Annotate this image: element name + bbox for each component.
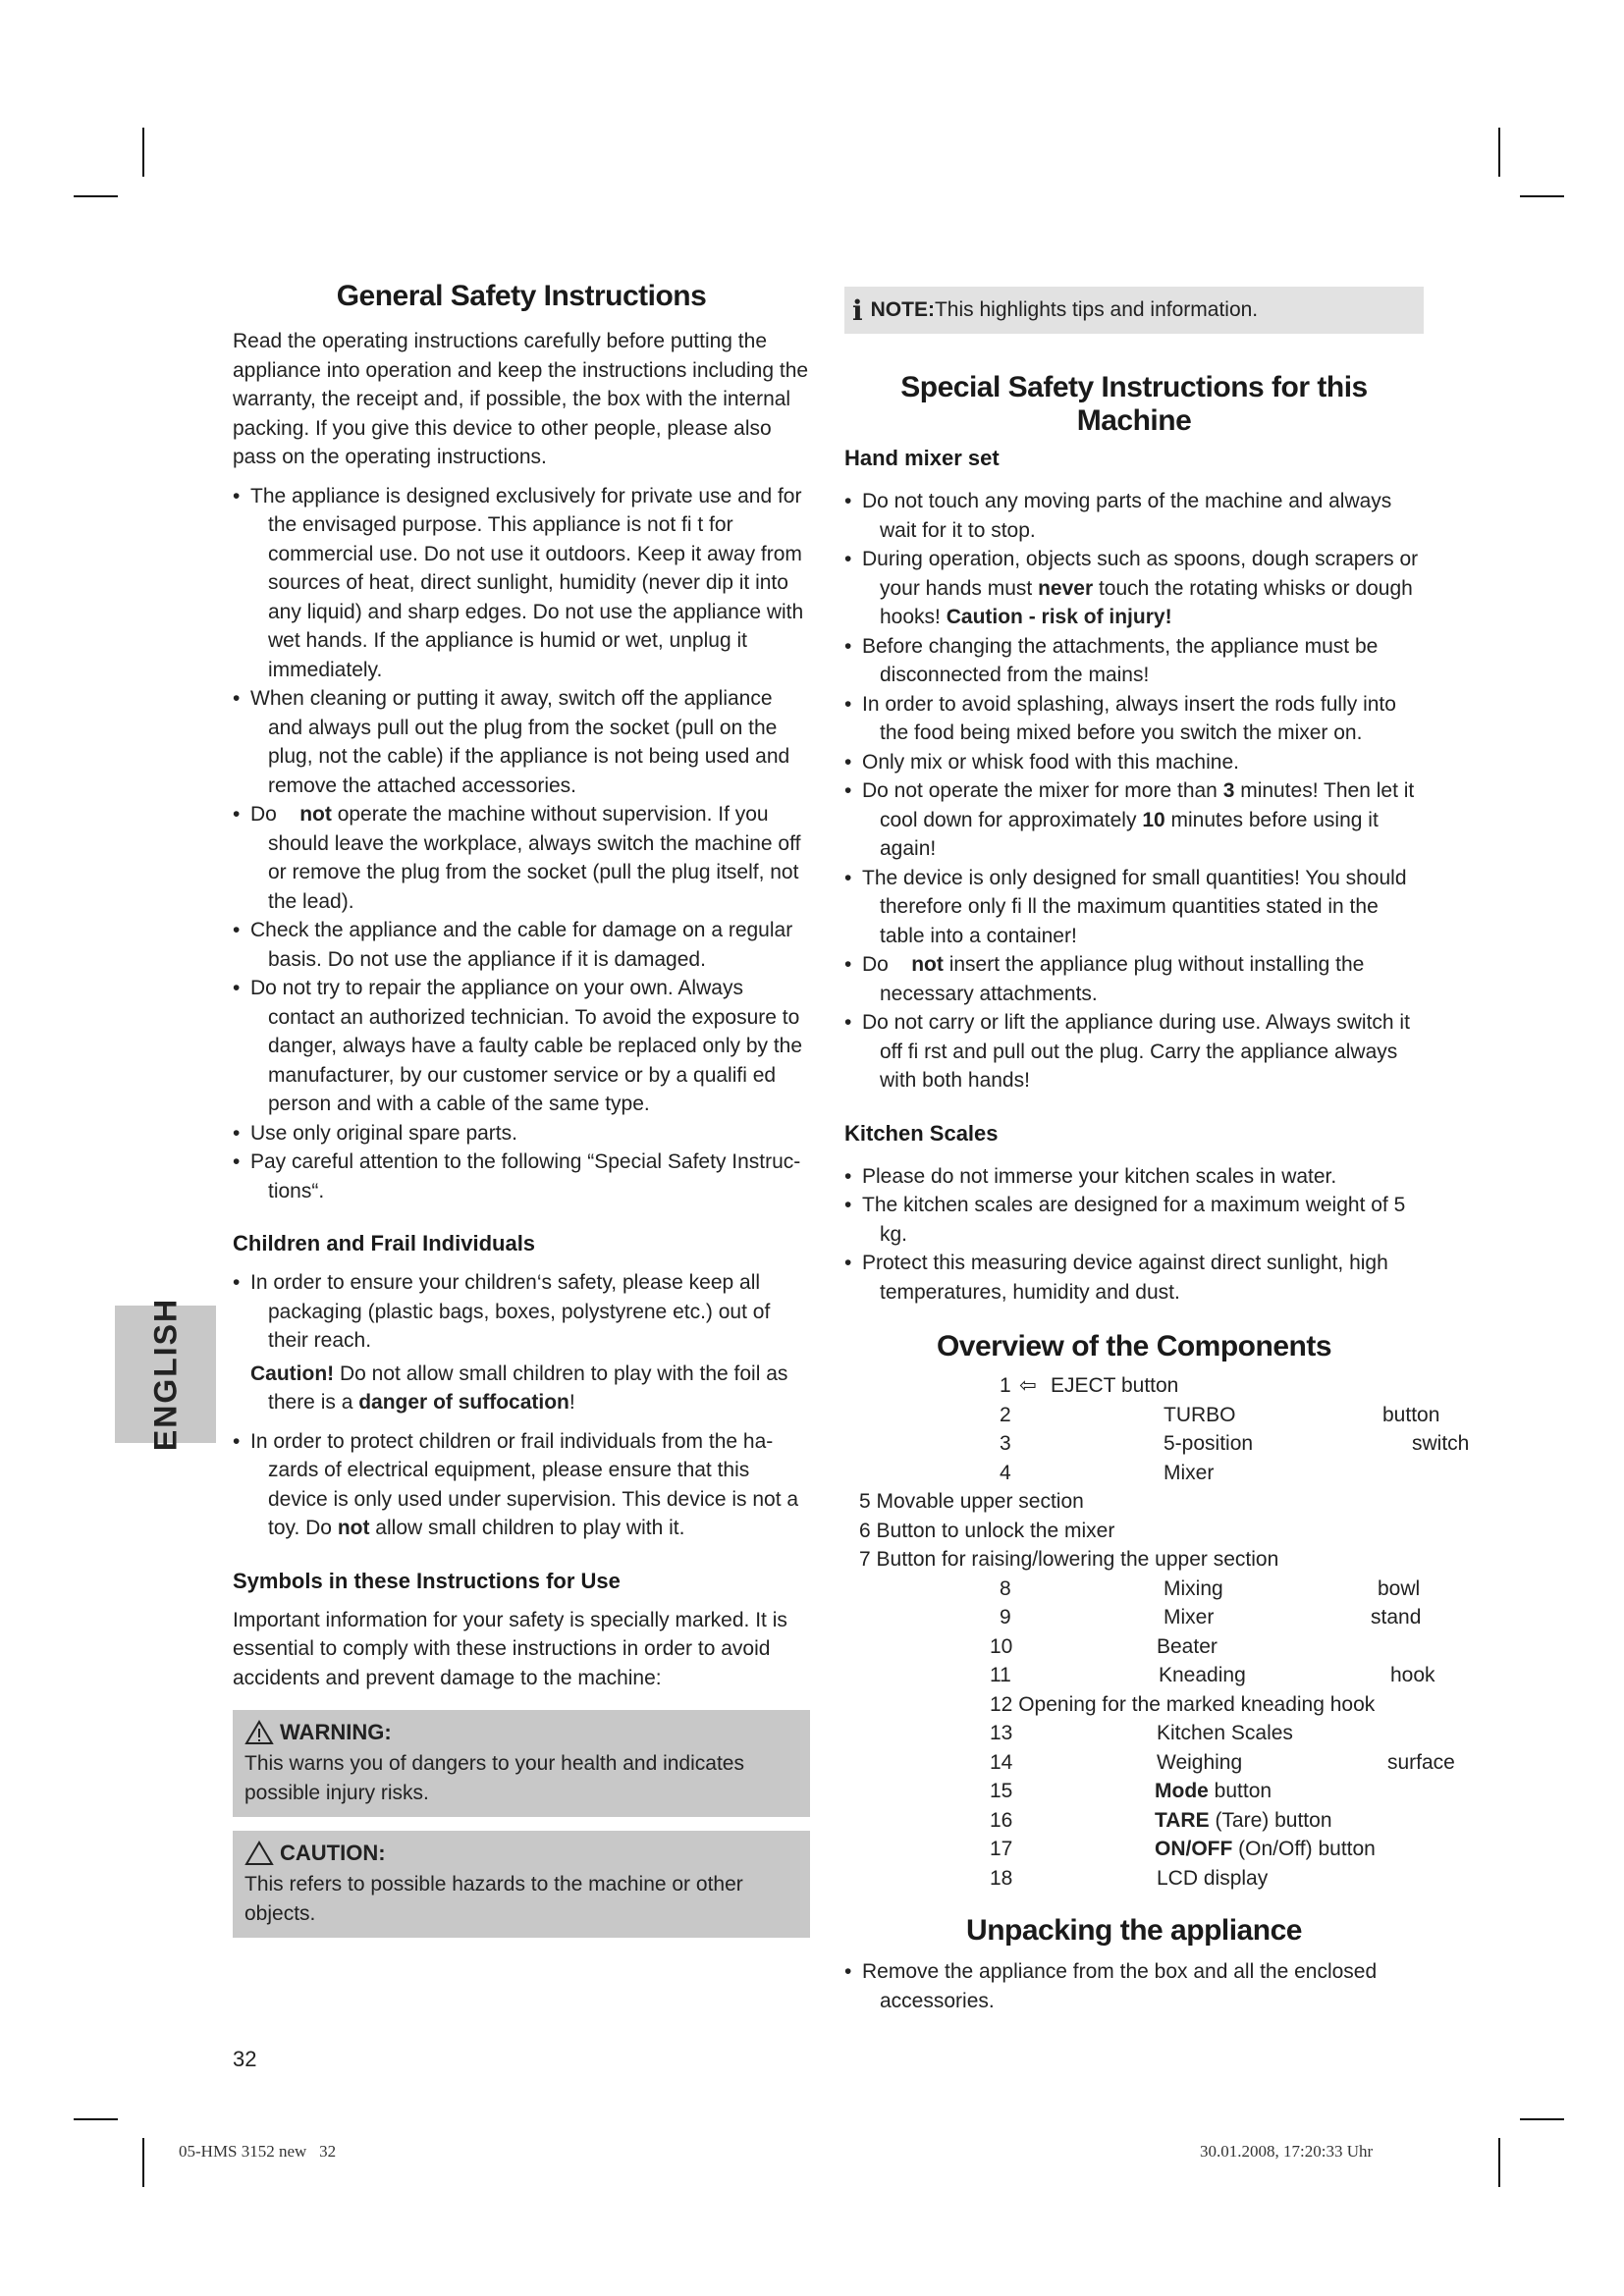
language-tab <box>115 1297 216 1452</box>
caution-title: CAUTION: <box>280 1841 386 1865</box>
component-label: surface <box>1387 1750 1455 1774</box>
word-never: never <box>1038 576 1094 600</box>
component-label: EJECT button <box>1051 1374 1179 1397</box>
component-label: Kitchen Scales <box>1157 1722 1293 1744</box>
note-label: NOTE: <box>870 298 935 321</box>
component-row <box>844 1517 1424 1546</box>
list-item: • In order to ensure your children‘s safety, please keep all packaging (plastic bags, boxes, polystyrene etc.) out of their reach. <box>233 1268 810 1356</box>
overview-title: Overview of the Components <box>936 1330 1332 1362</box>
warning-heading <box>244 1720 798 1745</box>
scales-list <box>844 1162 1424 1308</box>
right-column <box>844 287 1470 2015</box>
crop-mark <box>1520 2118 1564 2120</box>
component-row <box>844 1575 1424 1604</box>
caution-heading <box>244 1841 798 1866</box>
component-label: Weighing <box>1157 1750 1243 1774</box>
component-label: stand <box>1371 1606 1422 1629</box>
component-number: 4 <box>1000 1461 1011 1484</box>
list-item: • The kitchen scales are designed for a maximum weight of 5 kg. <box>844 1191 1424 1249</box>
list-item: • Do not try to repair the appliance on your own. Always contact an authorized technician. To avoid the exposure to danger, always have a faulty cable be replaced only by the manufacturer, by our customer service or by a qualifi ed person and with a cable of the same type. <box>233 974 810 1119</box>
list-item: • Protect this measuring device against direct sunlight, high temperatures, humidity and dust. <box>844 1249 1424 1307</box>
caution-note <box>233 1360 810 1417</box>
caution-label: Caution! <box>250 1362 335 1385</box>
caution-box-text: This refers to possible hazards to the machine or other objects. <box>244 1873 743 1925</box>
language-label: ENGLISH <box>147 1297 183 1452</box>
word-do: Do <box>862 953 889 976</box>
component-label-bold: ON/OFF <box>1155 1838 1233 1860</box>
component-label: TURBO <box>1164 1403 1236 1426</box>
safety-list <box>233 482 810 1206</box>
component-label: LCD display <box>1157 1866 1269 1890</box>
list-item: • When cleaning or putting it away, switch off the appliance and always pull out the plug from the socket (pull on the plug, not the cable) if the appliance is not being used and remove the attached accessories. <box>233 684 810 800</box>
component-label: Beater <box>1157 1634 1218 1658</box>
component-number: 18 <box>990 1866 1013 1890</box>
caution-bold: Caution - risk of injury! <box>946 606 1172 628</box>
item-text: In order to protect children or frail individuals from the ha- zards of electrical equipment, please ensure that this device is only used under supervision. This device is not a toy. Do <box>250 1429 799 1539</box>
component-row <box>844 1487 1424 1517</box>
item-text: minutes! Then let it cool down for approximately <box>880 779 1415 831</box>
components-list <box>844 1371 1470 1893</box>
component-label: hook <box>1390 1664 1435 1686</box>
component-label: Mixer <box>1164 1461 1215 1484</box>
note-text: This highlights tips and information. <box>934 298 1259 321</box>
left-column <box>233 280 810 1938</box>
list-item: • Do not carry or lift the appliance during use. Always switch it off fi rst and pull out the plug. Carry the appliance always with both hands! <box>844 1008 1424 1095</box>
list-item <box>844 950 1424 1008</box>
caution-bold: danger of suffocation <box>358 1391 569 1414</box>
unpacking-title: Unpacking the appliance <box>966 1914 1302 1947</box>
item-text: During operation, objects such as spoons, dough scrapers or your hands must <box>862 548 1419 600</box>
component-number: 16 <box>990 1808 1013 1832</box>
word-not: not <box>299 803 332 826</box>
component-label: button <box>1208 1780 1272 1802</box>
crop-mark <box>1520 195 1564 197</box>
component-label: 5 Movable upper section <box>859 1490 1084 1513</box>
component-row <box>844 1690 1424 1720</box>
component-row <box>844 1545 1424 1575</box>
list-item: • Only mix or whisk food with this machine. <box>844 748 1424 777</box>
component-label: bowl <box>1378 1576 1421 1600</box>
component-number: 17 <box>990 1838 1013 1860</box>
list-item: • Use only original spare parts. <box>233 1119 810 1148</box>
component-label: Mixer <box>1164 1606 1215 1629</box>
list-item: • Pay careful attention to the following “Special Safety Instruc- tions“. <box>233 1148 810 1205</box>
list-item: • In order to avoid splashing, always insert the rods fully into the food being mixed before you switch the mixer on. <box>844 690 1424 748</box>
children-list-2 <box>233 1427 810 1543</box>
warning-title: WARNING: <box>280 1720 392 1744</box>
component-label-bold: Mode <box>1155 1780 1209 1802</box>
component-label: Mixing <box>1164 1576 1223 1600</box>
minutes-bold: 10 <box>1142 808 1165 831</box>
caution-end: ! <box>568 1391 575 1414</box>
component-label: switch <box>1412 1432 1470 1455</box>
component-number: 11 <box>990 1664 1011 1686</box>
item-text: insert the appliance plug without installing the necessary attachments. <box>880 953 1365 1005</box>
item-text: allow small children to play with it. <box>369 1517 685 1539</box>
crop-mark <box>1498 128 1500 177</box>
component-label: Kneading <box>1159 1664 1246 1686</box>
component-label: 7 Button for raising/lowering the upper section <box>859 1548 1279 1571</box>
component-row <box>844 1777 1424 1806</box>
hand-mixer-list <box>844 487 1424 1095</box>
list-item <box>233 1427 810 1543</box>
unpacking-list <box>844 1957 1424 2015</box>
caution-box <box>233 1831 810 1938</box>
component-row <box>844 1429 1470 1459</box>
crop-mark <box>142 128 144 177</box>
info-icon: i <box>852 294 863 327</box>
warning-triangle-icon <box>244 1720 274 1745</box>
list-item: • Remove the appliance from the box and all the enclosed accessories. <box>844 1957 1424 2015</box>
list-item <box>844 776 1424 864</box>
crop-mark <box>74 2118 118 2120</box>
caution-text: Do not allow small children to play with the foil as there is a <box>268 1362 788 1414</box>
item-text: touch the rotating whisks or dough hooks! <box>880 576 1413 628</box>
children-list <box>233 1268 810 1356</box>
component-number: 3 <box>1000 1432 1011 1455</box>
list-item: • The appliance is designed exclusively for private use and for the envisaged purpose. This appliance is not fi t for commercial use. Do not use it outdoors. Keep it away from sources of heat, direct sunlight, humidity (never dip it into any liquid) and sharp edges. Do not use the appliance with wet hands. If the appliance is humid or wet, unplug it immediately. <box>233 482 810 685</box>
component-row <box>844 1371 1424 1401</box>
item-text: operate the machine without supervision. If you should leave the workplace, always switch the machine off or remove the plug from the socket (pull the plug itself, not the lead). <box>268 803 801 913</box>
symbols-heading: Symbols in these Instructions for Use <box>233 1568 621 1593</box>
component-label: 12 Opening for the marked kneading hook <box>990 1692 1376 1716</box>
eject-arrow-icon: ⇦ <box>1019 1374 1037 1397</box>
item-text: Do not operate the mixer for more than <box>862 779 1223 802</box>
component-label: 6 Button to unlock the mixer <box>859 1519 1115 1542</box>
component-label: button <box>1382 1403 1440 1426</box>
component-number: 13 <box>990 1722 1013 1744</box>
component-row <box>844 1661 1435 1690</box>
component-row <box>844 1459 1424 1488</box>
special-safety-title: Special Safety Instructions for this Machine <box>900 371 1368 437</box>
component-row <box>844 1632 1424 1662</box>
component-row <box>844 1603 1424 1632</box>
hand-mixer-heading: Hand mixer set <box>844 446 1000 470</box>
crop-mark <box>142 2138 144 2187</box>
component-number: 1 <box>1000 1374 1011 1397</box>
warning-box <box>233 1710 810 1817</box>
list-item: • Please do not immerse your kitchen scales in water. <box>844 1162 1424 1192</box>
footer-file-info: 05-HMS 3152 new 32 <box>179 2142 337 2161</box>
component-row <box>844 1864 1424 1894</box>
item-text: minutes before using it again! <box>880 808 1379 860</box>
warning-text: This warns you of dangers to your health and indicates possible injury risks. <box>244 1752 744 1804</box>
minutes-bold: 3 <box>1222 779 1235 802</box>
component-row <box>844 1748 1455 1778</box>
component-row <box>844 1719 1424 1748</box>
general-safety-title: General Safety Instructions <box>336 280 707 312</box>
footer-timestamp: 30.01.2008, 17:20:33 Uhr <box>1200 2142 1374 2161</box>
list-item: • Do not touch any moving parts of the machine and always wait for it to stop. <box>844 487 1424 545</box>
intro-paragraph: Read the operating instructions carefully before putting the appliance into operation and keep the instructions including the warranty, the receipt and, if possible, the box with the internal packing. If you give this device to other people, please also pass on the operating instructions. <box>233 330 809 468</box>
component-label-bold: TARE <box>1155 1808 1210 1832</box>
list-item <box>844 545 1424 632</box>
word-not: not <box>911 953 944 976</box>
word-not: not <box>337 1517 370 1539</box>
component-number: 15 <box>990 1780 1013 1802</box>
symbols-paragraph: Important information for your safety is specially marked. It is essential to comply with these instructions in order to avoid accidents and prevent damage to the machine: <box>233 1608 787 1689</box>
component-row <box>844 1806 1424 1836</box>
caution-triangle-icon <box>244 1841 274 1866</box>
component-label: (Tare) button <box>1209 1808 1332 1832</box>
list-item <box>233 800 810 916</box>
component-row <box>844 1835 1424 1864</box>
component-number: 9 <box>1000 1606 1011 1629</box>
list-item: • Check the appliance and the cable for damage on a regular basis. Do not use the appliance if it is damaged. <box>233 916 810 974</box>
word-do: Do <box>250 803 277 826</box>
crop-mark <box>1498 2138 1500 2187</box>
component-number: 14 <box>990 1750 1013 1774</box>
component-row <box>844 1401 1440 1430</box>
component-number: 2 <box>1000 1403 1011 1426</box>
kitchen-scales-heading: Kitchen Scales <box>844 1120 999 1146</box>
list-item: • Before changing the attachments, the appliance must be disconnected from the mains! <box>844 632 1424 690</box>
page-number: 32 <box>233 2047 257 2071</box>
crop-mark <box>74 195 118 197</box>
component-number: 10 <box>990 1634 1013 1658</box>
list-item: • The device is only designed for small quantities! You should therefore only fi ll the maximum quantities stated in the table into a container! <box>844 864 1424 951</box>
component-label: (On/Off) button <box>1232 1838 1376 1860</box>
component-number: 8 <box>1000 1576 1011 1600</box>
children-heading: Children and Frail Individuals <box>233 1231 536 1255</box>
component-label: 5-position <box>1164 1432 1254 1455</box>
note-box <box>844 287 1424 334</box>
